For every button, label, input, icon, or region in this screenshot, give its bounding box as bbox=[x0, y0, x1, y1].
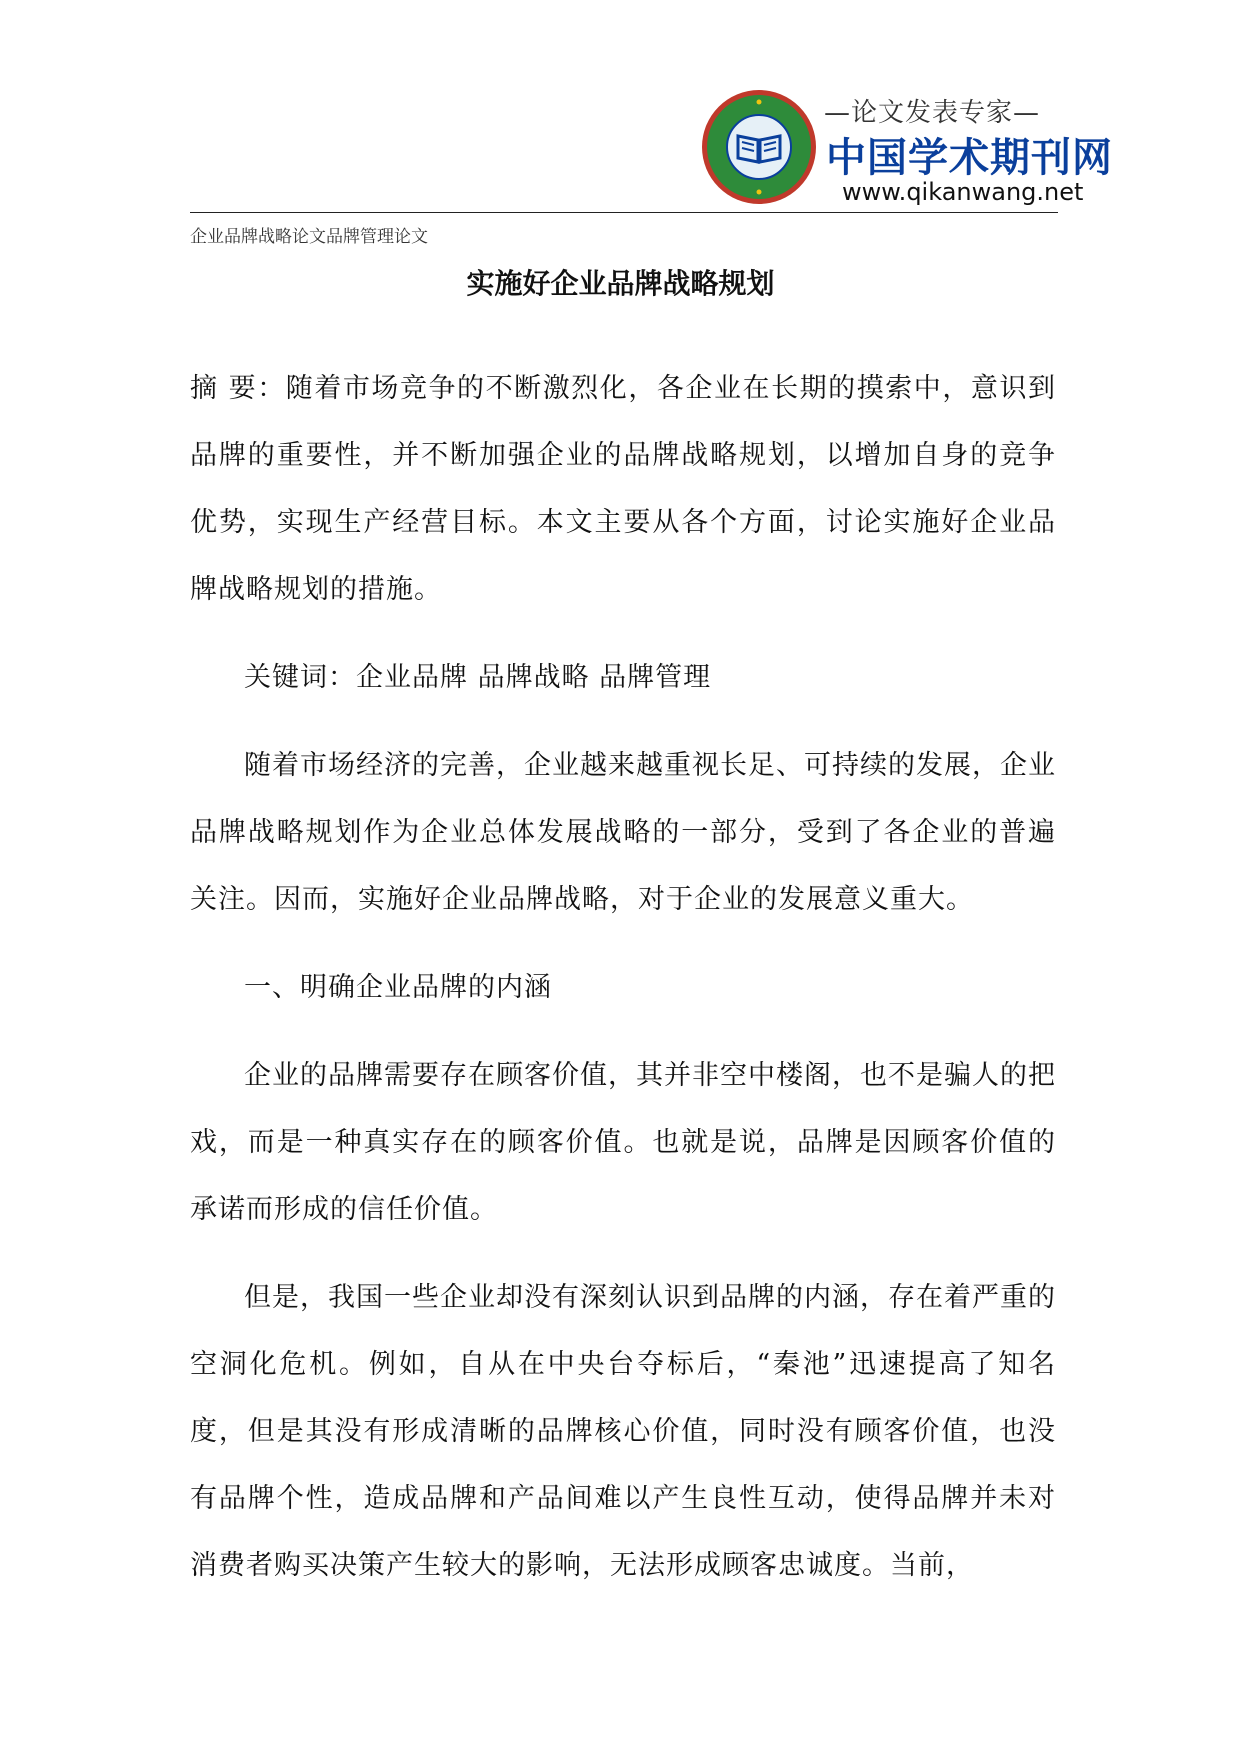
site-logo bbox=[700, 88, 1113, 208]
header-divider bbox=[190, 212, 1058, 213]
logo-name: 中国学术期刊网 bbox=[826, 135, 1113, 181]
section-heading: 一、明确企业品牌的内涵 bbox=[244, 972, 552, 1003]
intro-paragraph: 随着市场经济的完善，企业越来越重视长足、可持续的发展，企业品牌战略规划作为企业总体发展战略的一部分，受到了各企业的普遍关注。因而，实施好企业品牌战略，对于企业的发展意义重大。 bbox=[190, 750, 1056, 915]
document-title: 实施好企业品牌战略规划 bbox=[466, 267, 775, 300]
body-paragraph: 企业的品牌需要存在顾客价值，其并非空中楼阁，也不是骗人的把戏，而是一种真实存在的顾客价值。也就是说，品牌是因顾客价值的承诺而形成的信任价值。 bbox=[190, 1060, 1056, 1225]
keywords-paragraph: 关键词：企业品牌 品牌战略 品牌管理 bbox=[244, 662, 712, 693]
seal-emblem-icon bbox=[700, 88, 818, 206]
logo-url[interactable]: www.qikanwang.net bbox=[842, 178, 1084, 206]
abstract-paragraph: 摘 要：随着市场竞争的不断激烈化，各企业在长期的摸索中，意识到品牌的重要性，并不断加强企业的品牌战略规划，以增加自身的竞争优势，实现生产经营目标。本文主要从各个方面，讨论实施好企业品牌战略规划的措施。 bbox=[190, 373, 1056, 605]
logo-slogan: —论文发表专家— bbox=[824, 98, 1041, 128]
document-body bbox=[190, 355, 1056, 1620]
running-header: 企业品牌战略论文品牌管理论文 bbox=[190, 227, 428, 247]
body-paragraph: 但是，我国一些企业却没有深刻认识到品牌的内涵，存在着严重的空洞化危机。例如，自从在中央台夺标后，“秦池”迅速提高了知名度，但是其没有形成清晰的品牌核心价值，同时没有顾客价值，也没有品牌个性，造成品牌和产品间难以产生良性互动，使得品牌并未对消费者购买决策产生较大的影响，无法形成顾客忠诚度。当前， bbox=[190, 1282, 1056, 1581]
